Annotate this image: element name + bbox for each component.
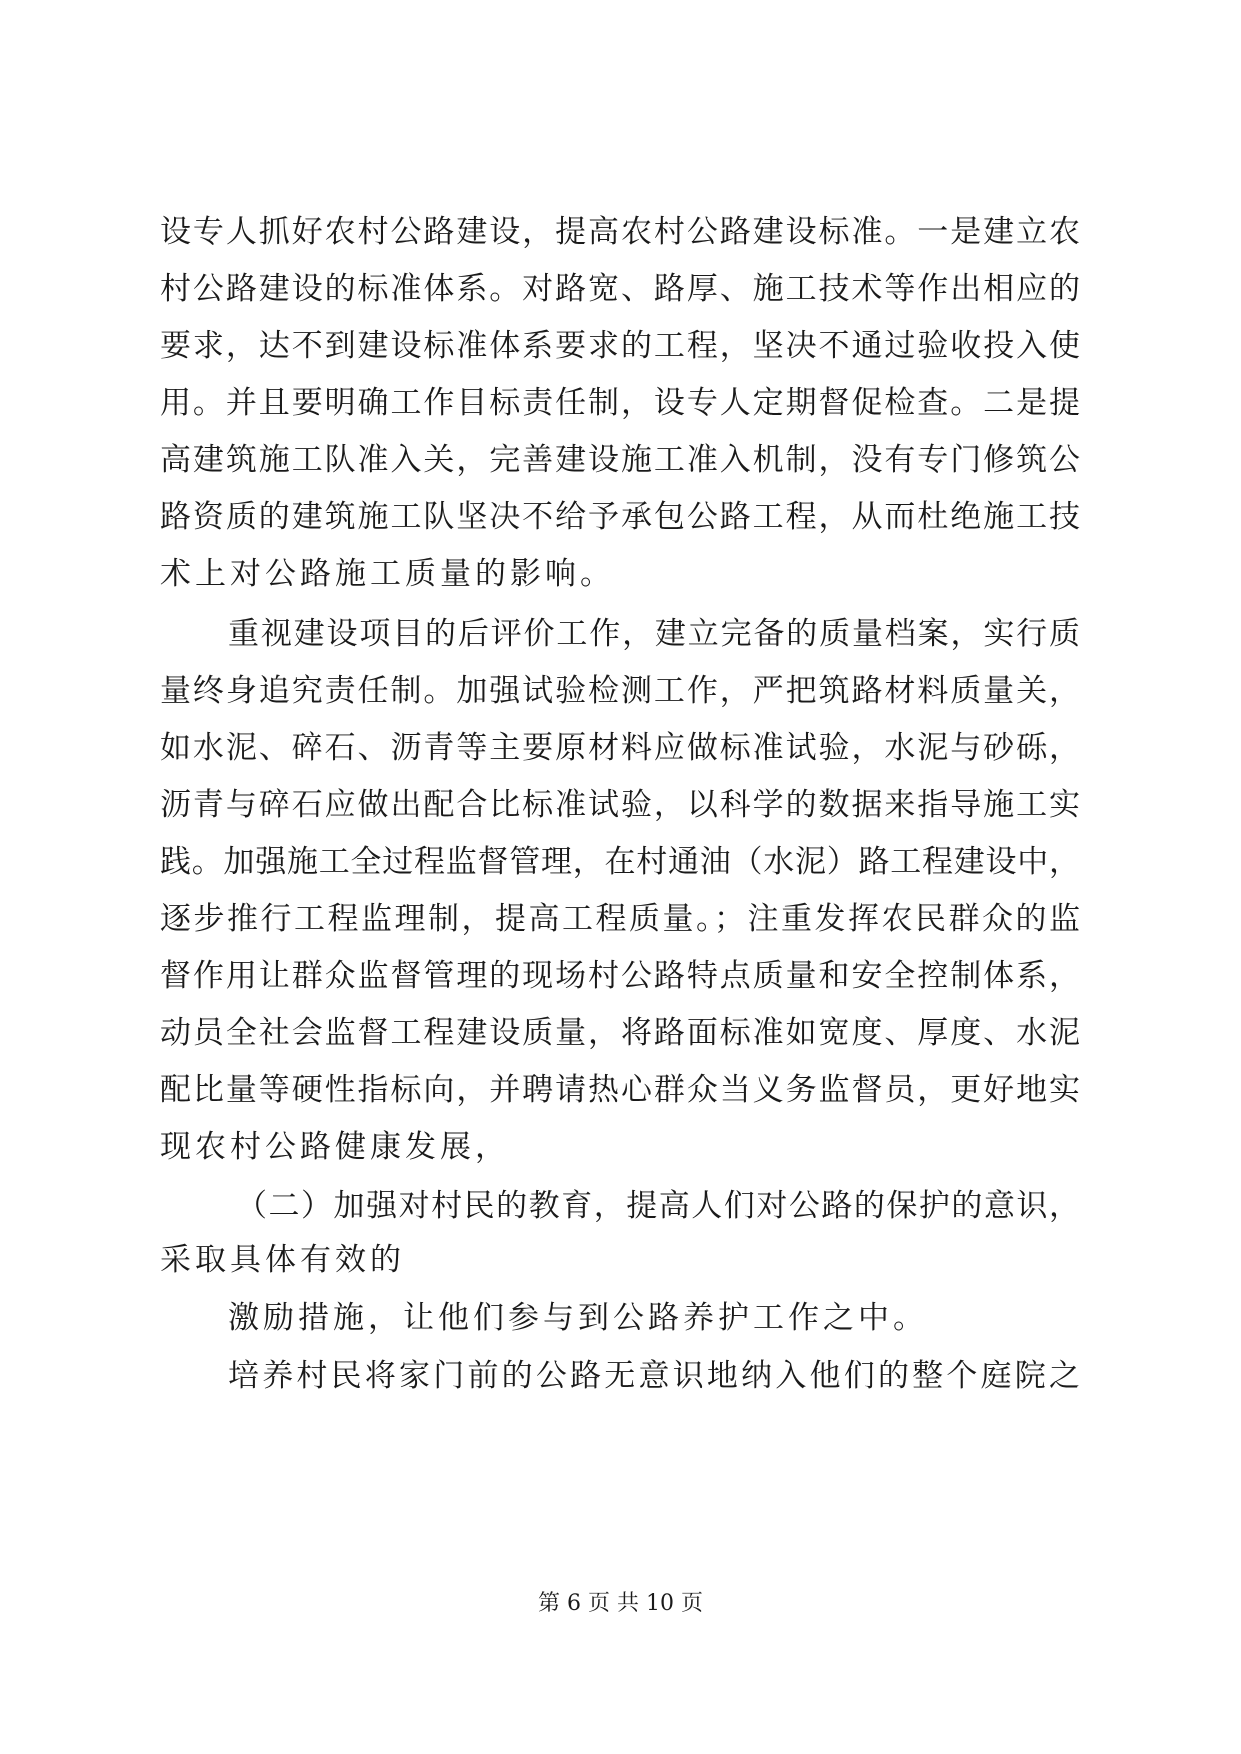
paragraph-line: 重视建设项目的后评价工作，建立完备的质量档案，实行质 [228, 616, 1080, 652]
paragraph-line: 高建筑施工队准入关，完善建设施工准入机制，没有专门修筑公 [160, 442, 1080, 478]
paragraph-line: 村公路建设的标准体系。对路宽、路厚、施工技术等作出相应的 [160, 271, 1080, 307]
paragraph-line: 培养村民将家门前的公路无意识地纳入他们的整个庭院之 [228, 1358, 1080, 1394]
paragraph-line: 术上对公路施工质量的影响。 [160, 556, 615, 592]
paragraph-line: 量终身追究责任制。加强试验检测工作，严把筑路材料质量关， [160, 673, 1080, 709]
paragraph-line: 践。加强施工全过程监督管理，在村通油（水泥）路工程建设中， [160, 844, 1080, 880]
paragraph-line: 督作用让群众监督管理的现场村公路特点质量和安全控制体系， [160, 958, 1080, 994]
paragraph-line: 逐步推行工程监理制，提高工程质量。；注重发挥农民群众的监 [160, 901, 1080, 937]
paragraph-line: 设专人抓好农村公路建设，提高农村公路建设标准。一是建立农 [160, 214, 1080, 250]
paragraph-line: 要求，达不到建设标准体系要求的工程，坚决不通过验收投入使 [160, 328, 1080, 364]
paragraph-line: 用。并且要明确工作目标责任制，设专人定期督促检查。二是提 [160, 385, 1080, 421]
paragraph-line: 配比量等硬性指标向，并聘请热心群众当义务监督员，更好地实 [160, 1072, 1080, 1108]
paragraph-line: 路资质的建筑施工队坚决不给予承包公路工程，从而杜绝施工技 [160, 499, 1080, 535]
page-number-footer: 第 6 页 共 10 页 [538, 1591, 703, 1616]
section-heading-line: 采取具体有效的 [160, 1242, 405, 1278]
paragraph-line: 如水泥、碎石、沥青等主要原材料应做标准试验，水泥与砂砾， [160, 730, 1080, 766]
paragraph-line: 沥青与碎石应做出配合比标准试验，以科学的数据来指导施工实 [160, 787, 1080, 823]
paragraph-line: 现农村公路健康发展， [160, 1129, 510, 1165]
paragraph-line: 动员全社会监督工程建设质量，将路面标准如宽度、厚度、水泥 [160, 1015, 1080, 1051]
paragraph-line: 激励措施，让他们参与到公路养护工作之中。 [228, 1300, 928, 1336]
section-heading-line: （二）加强对村民的教育，提高人们对公路的保护的意识， [236, 1188, 1080, 1224]
